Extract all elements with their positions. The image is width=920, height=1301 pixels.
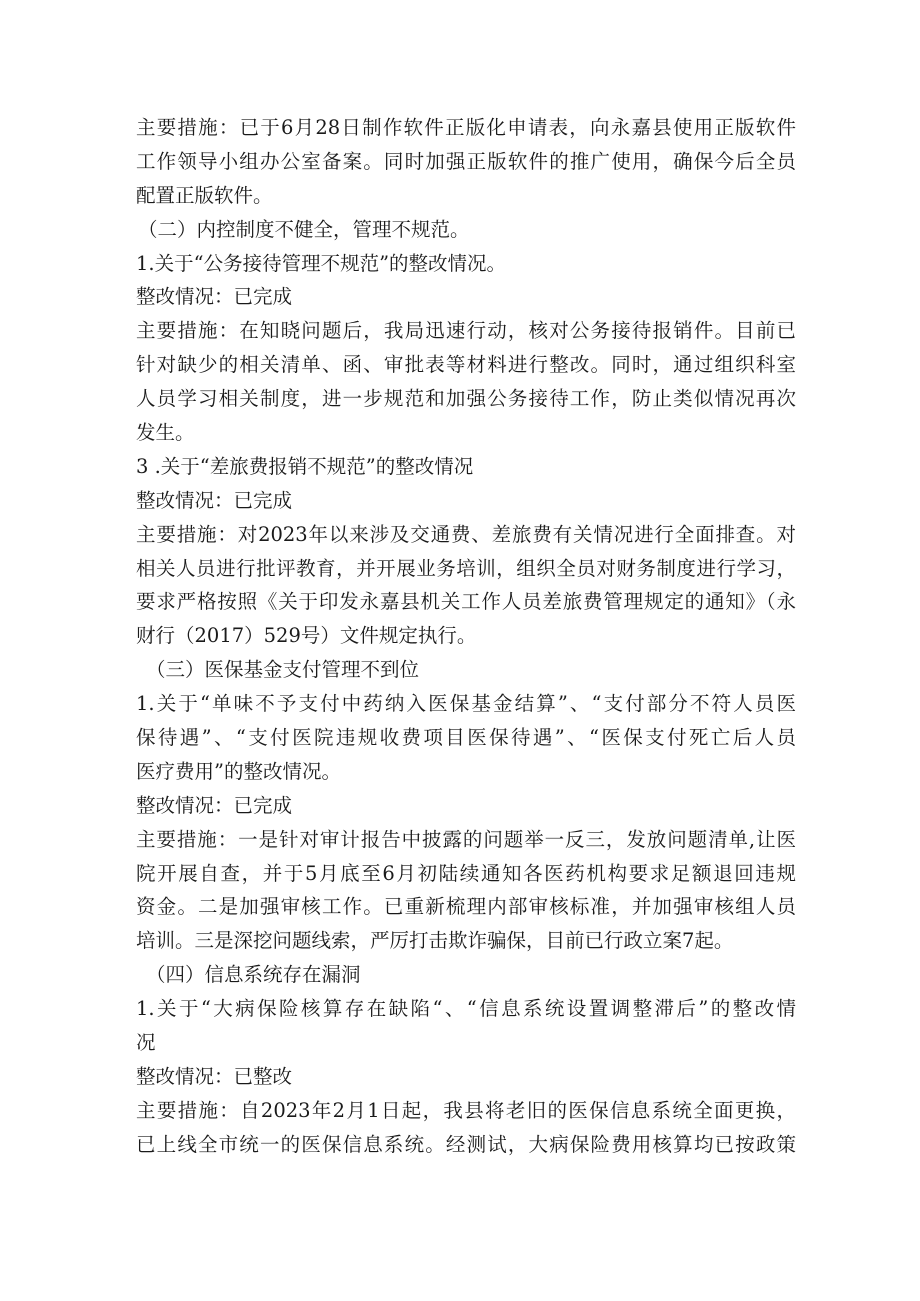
text-line: （二）内控制度不健全，管理不规范。 xyxy=(138,217,470,241)
text-line: 主要措施：自2023年2月1日起，我县将老旧的医保信息系统全面更换， xyxy=(136,1098,796,1122)
text-line: 已上线全市统一的医保信息系统。经测试，大病保险费用核算均已按政策 xyxy=(136,1132,796,1156)
text-line: 主要措施：一是针对审计报告中披露的问题举一反三，发放问题清单,让医 xyxy=(136,827,796,851)
text-line: 主要措施：对2023年以来涉及交通费、差旅费有关情况进行全面排查。对 xyxy=(136,522,796,546)
text-line: 主要措施：在知晓问题后，我局迅速行动，核对公务接待报销件。目前已 xyxy=(136,319,796,343)
text-line: 整改情况：已完成 xyxy=(136,285,293,309)
text-line: 整改情况：已完成 xyxy=(136,793,293,817)
document-page xyxy=(136,111,796,1162)
text-line: 1.关于“单味不予支付中药纳入医保基金结算”、“支付部分不符人员医 xyxy=(136,692,796,716)
text-line: 1.关于“大病保险核算存在缺陷“、“信息系统设置调整滞后”的整改情 xyxy=(136,997,796,1021)
text-line: 要求严格按照《关于印发永嘉县机关工作人员差旅费管理规定的通知》（永 xyxy=(136,590,796,614)
text-line: （四）信息系统存在漏洞 xyxy=(146,963,361,987)
text-line: 主要措施：已于6月28日制作软件正版化申请表，向永嘉县使用正版软件 xyxy=(136,116,796,139)
text-line: 相关人员进行批评教育，并开展业务培训，组织全员对财务制度进行学习， xyxy=(136,556,796,580)
text-line: 整改情况：已整改 xyxy=(136,1064,293,1088)
text-line: 整改情况：已完成 xyxy=(136,488,293,512)
text-line: 发生。 xyxy=(136,421,195,445)
text-line: 财行（2017）529号）文件规定执行。 xyxy=(136,624,477,648)
text-line: 况 xyxy=(136,1031,156,1055)
text-line: （三）医保基金支付管理不到位 xyxy=(146,658,420,682)
text-line: 院开展自查，并于5月底至6月初陆续通知各医药机构要求足额退回违规 xyxy=(136,861,796,885)
text-line: 3 .关于“差旅费报销不规范”的整改情况 xyxy=(136,454,474,478)
text-line: 1.关于“公务接待管理不规范”的整改情况。 xyxy=(136,251,507,275)
text-line: 针对缺少的相关清单、函、审批表等材料进行整改。同时，通过组织科室 xyxy=(136,353,796,377)
text-line: 培训。三是深挖问题线索，严厉打击欺诈骗保，目前已行政立案7起。 xyxy=(136,929,734,953)
text-line: 人员学习相关制度，进一步规范和加强公务接待工作，防止类似情况再次 xyxy=(136,387,796,411)
text-line: 医疗费用”的整改情况。 xyxy=(136,759,341,783)
text-line: 工作领导小组办公室备案。同时加强正版软件的推广使用，确保今后全员 xyxy=(136,149,796,173)
text-line: 配置正版软件。 xyxy=(136,183,273,207)
text-line: 保待遇”、“支付医院违规收费项目医保待遇”、“医保支付死亡后人员 xyxy=(136,726,796,750)
text-line: 资金。二是加强审核工作。已重新梳理内部审核标准，并加强审核组人员 xyxy=(136,895,796,919)
